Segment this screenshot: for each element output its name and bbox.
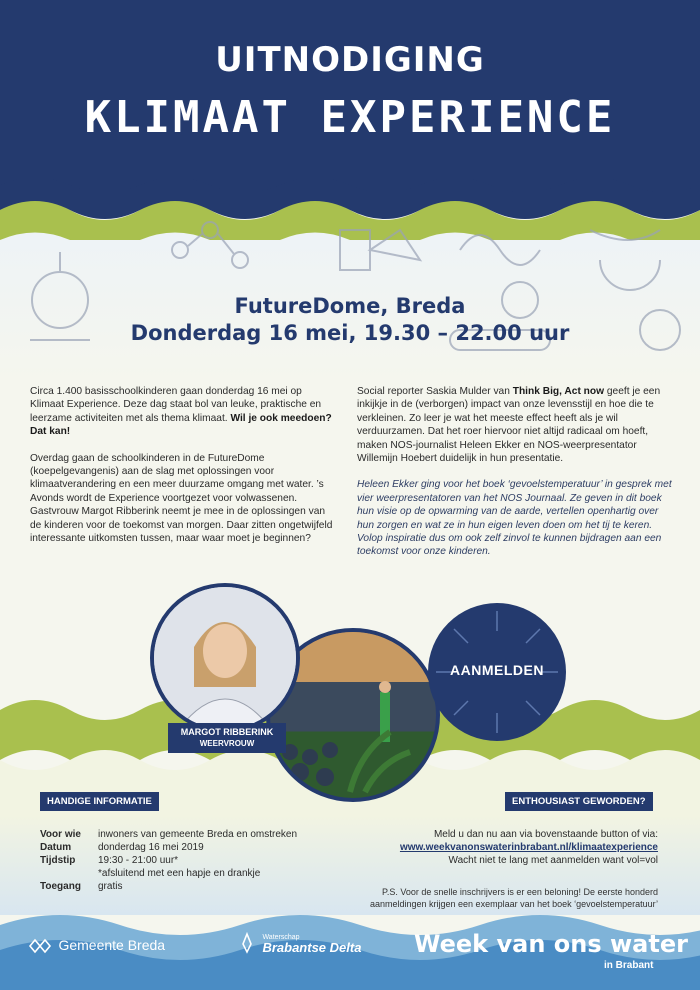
event-info [0, 293, 700, 347]
breda-crest-icon [28, 936, 54, 956]
info-row: Tijdstip 19:30 - 21:00 uur* [40, 855, 179, 866]
registration-link[interactable]: www.weekvanonswaterinbrabant.nl/klimaatexperience [399, 842, 658, 853]
info-row: Toegang gratis [40, 881, 123, 892]
program-paragraph: Overdag gaan de schoolkinderen in de FutureDome (koepelgevangenis) aan de slag met oplossingen voor klimaatverandering en een meer duurzame omgang met water. ’s Avonds wordt de Experience voortgezet voor volwassenen. Gastvrouw Margot Ribberink neemt je mee in de oplossingen van de kinderen voor de toekomst van morgen. Daar zitten ongetwijfeld interessante uitkomsten tussen, maar waar moet je beginnen? [30, 452, 333, 545]
waterschap-icon [236, 932, 258, 954]
cta-note: Wacht niet te lang met aanmelden want vol=vol [448, 855, 658, 866]
info-row: Datum donderdag 16 mei 2019 [40, 842, 204, 853]
event-location: FutureDome, Breda [234, 294, 466, 318]
think-big-bold: Think Big, Act now [512, 386, 605, 397]
left-column [30, 385, 335, 558]
intro-bold: Wil je ook meedoen? Dat kan! [30, 412, 332, 438]
right-column [357, 385, 672, 572]
speakers-paragraph: Social reporter Saskia Mulder van Think Big, Act now geeft je een inkijkje in de (verborgen) impact van onze levensstijl en hoe die te verkleinen. Zo leer je wat het meeste effect heeft als je wil verduurzamen. Dat het roer hiervoor niet altijd radicaal om hoeft, maken NOS-journalist Heleen Ekker en NOS-weerpresentator Willemijn Hoebert duidelijk in hun presentatie. [357, 386, 661, 465]
host-badge [168, 723, 286, 753]
page-subtitle: KLIMAAT EXPERIENCE [84, 92, 616, 143]
logo-delta-text: Waterschap Brabantse Delta [262, 934, 362, 955]
logo-breda-text: Gemeente Breda [58, 937, 166, 954]
ps-note: P.S. Voor de snelle inschrijvers is er een beloning! De eerste honderd aanmeldingen krijgen een exemplaar van het boek ‘gevoelstemperatuur’ [369, 887, 658, 909]
page-title: UITNODIGING [215, 40, 485, 80]
host-illustration [154, 587, 296, 729]
book-paragraph: Heleen Ekker ging voor het boek ‘gevoelstemperatuur’ in gesprek met vier weerpresentatoren van het NOS Journaal. Ze geven in dit boek hun visie op de opwarming van de aarde, vertellen openhartig over hun zorgen en wat ze in hun eigen leven doen om het tij te keren. Volop inspiratie dus om ook zelf zinvol te kunnen bijdragen aan een toekomst voor onze kinderen. [357, 479, 672, 558]
week-van-ons-water-sub: in Brabant [604, 960, 654, 971]
host-role: WEERVROUW [199, 739, 255, 748]
event-datetime: Donderdag 16 mei, 19.30 – 22.00 uur [130, 321, 570, 345]
intro-paragraph: Circa 1.400 basisschoolkinderen gaan donderdag 16 mei op Klimaat Experience. Deze dag staat bol van leuke, praktische en leerzame activiteiten met als thema klimaat. Wil je ook meedoen? Dat kan! [30, 386, 332, 438]
info-row: *afsluitend met een hapje en drankje [98, 868, 261, 879]
gemeente-breda-logo [28, 936, 165, 956]
week-van-ons-water-logo: Week van ons water [414, 930, 688, 958]
info-heading: HANDIGE INFORMATIE [40, 792, 159, 811]
info-table [40, 828, 360, 893]
info-row: Voor wie inwoners van gemeente Breda en omstreken [40, 829, 298, 840]
host-photo [150, 583, 300, 733]
cta-line: Meld u dan nu aan via bovenstaande button of via: [433, 829, 658, 840]
brabantse-delta-logo [236, 932, 361, 954]
register-label[interactable]: AANMELDEN [450, 662, 544, 678]
cta-heading: ENTHOUSIAST GEWORDEN? [505, 792, 653, 811]
cta-block [340, 828, 658, 867]
host-name: MARGOT RIBBERINK [180, 727, 274, 737]
